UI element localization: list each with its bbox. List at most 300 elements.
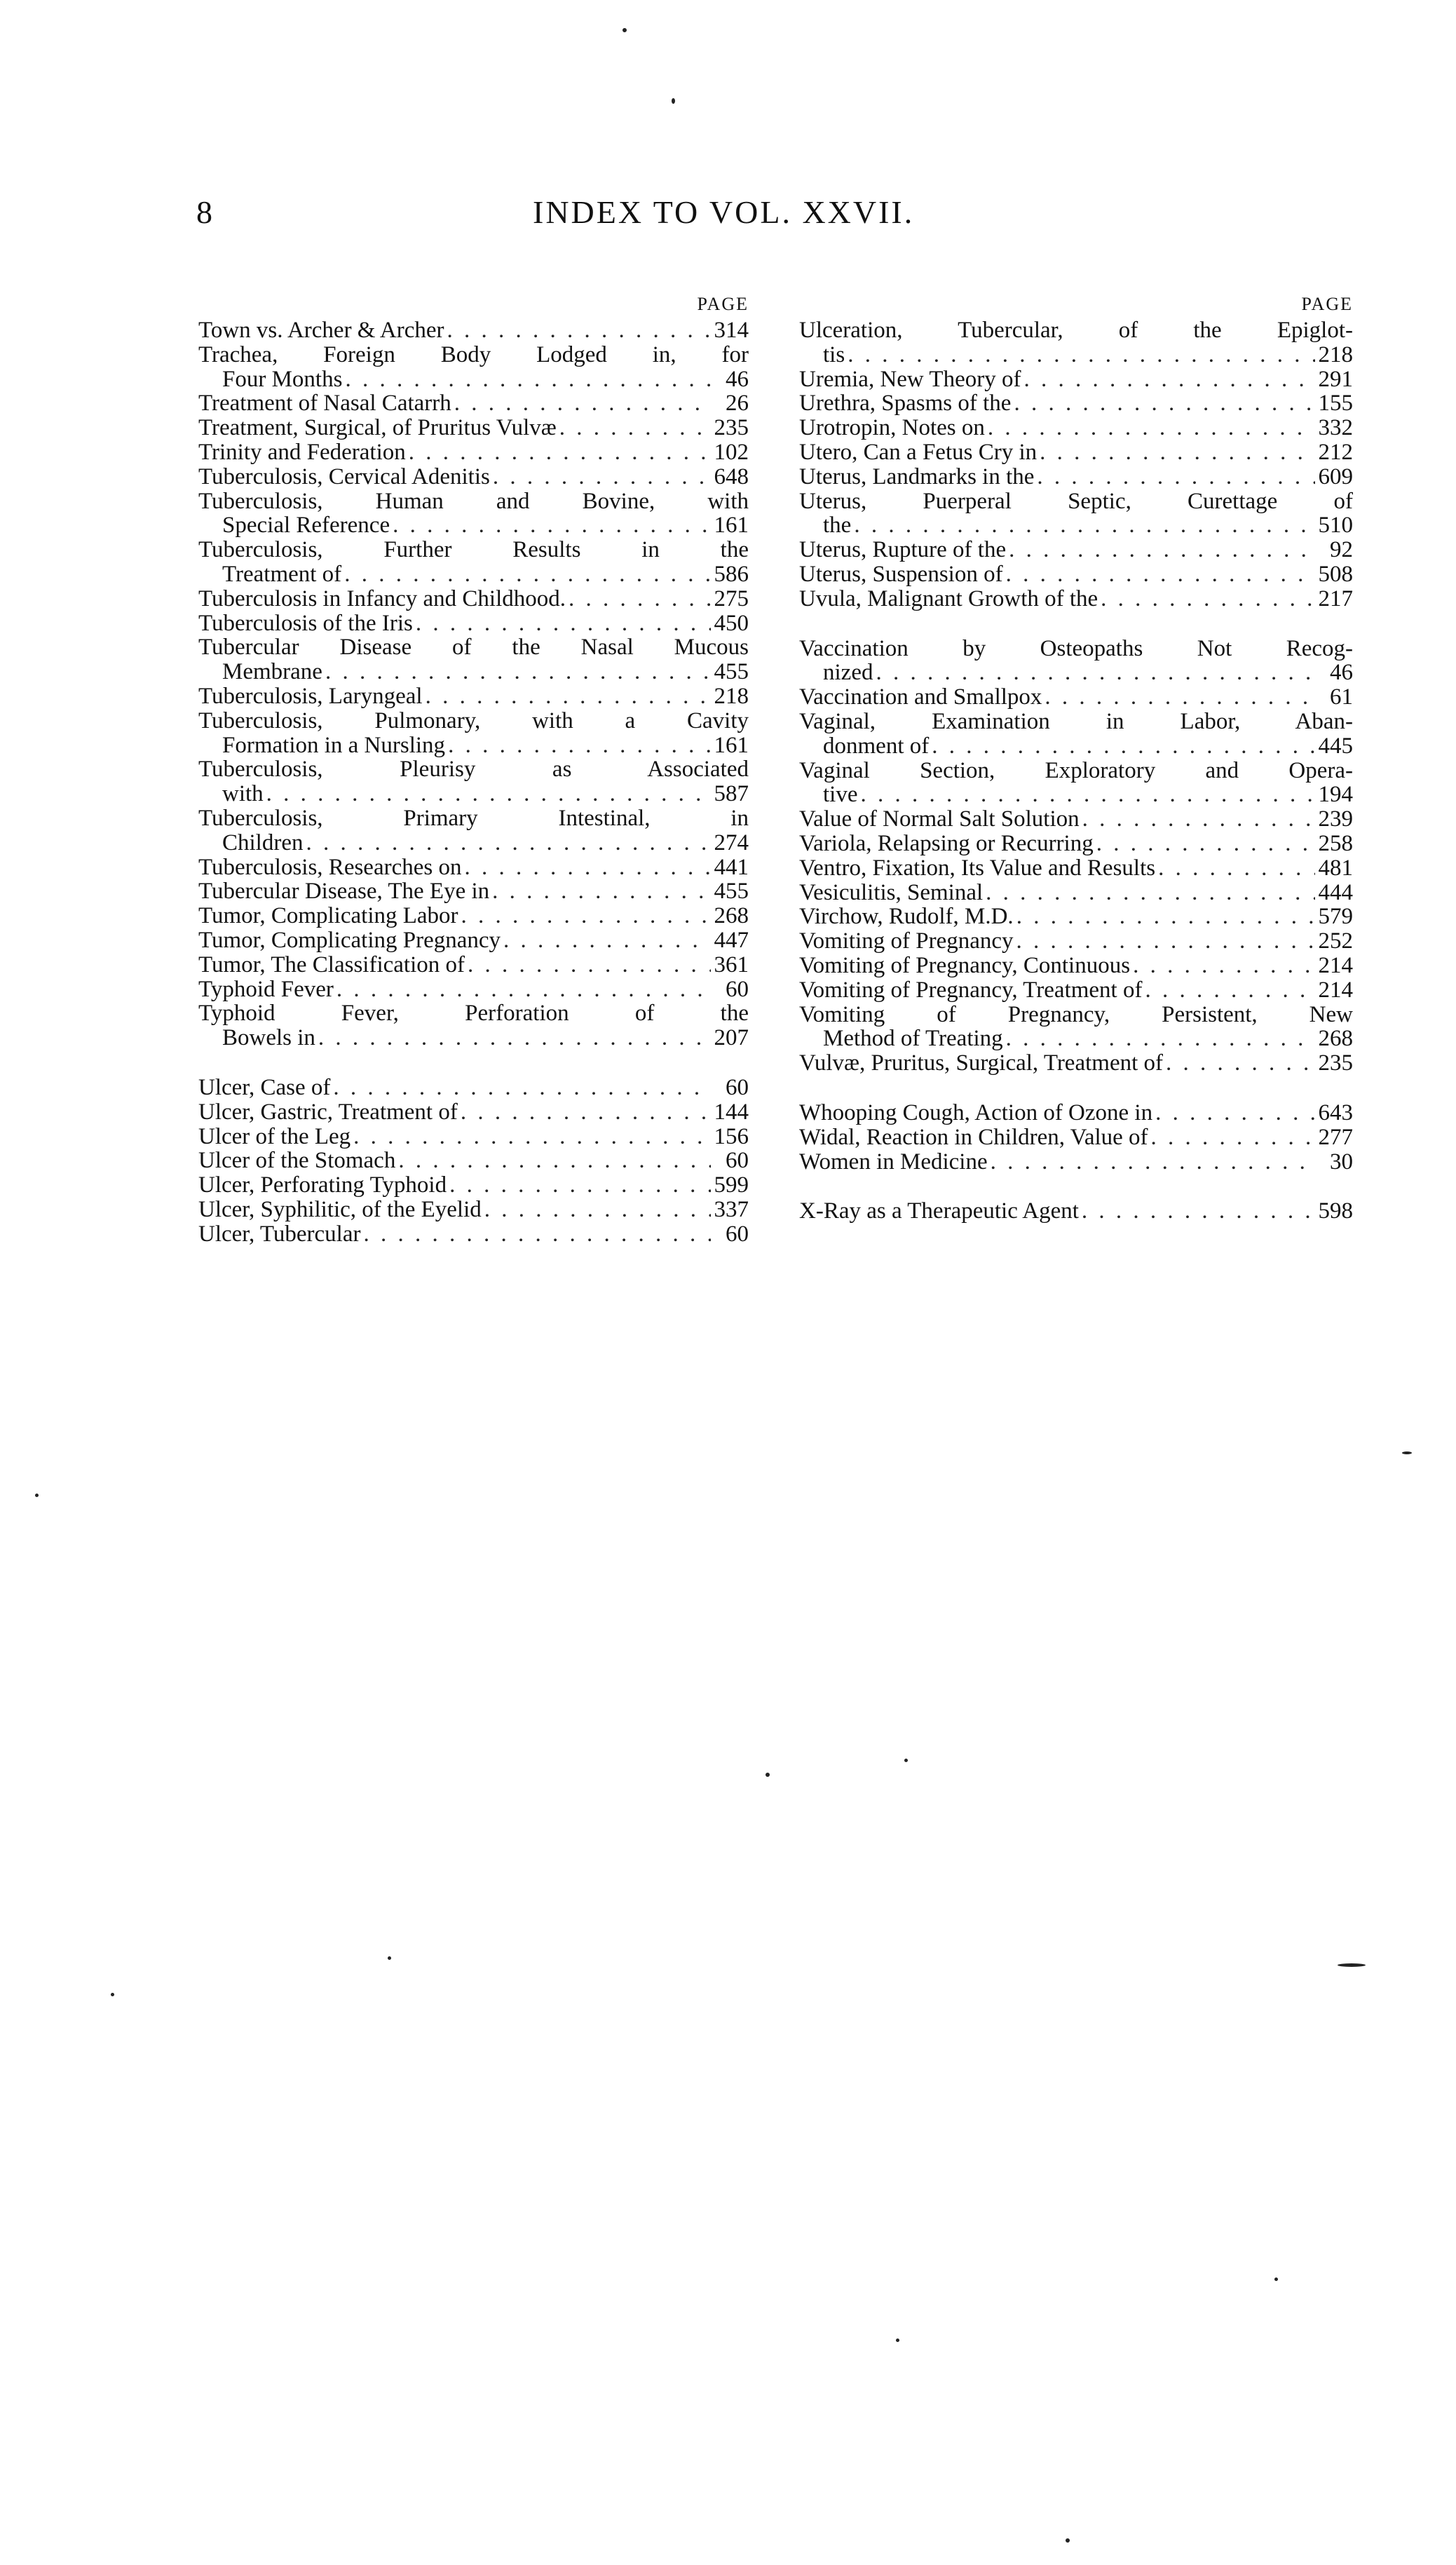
index-entry [198, 977, 749, 1002]
page-reference: 579 [1318, 904, 1353, 930]
index-entry [198, 1001, 749, 1050]
index-entry-line [799, 562, 1353, 587]
dot-leader [559, 416, 711, 440]
index-entry-text: Treatment, Surgical, of Pruritus Vulvæ [198, 415, 557, 441]
index-entry-line [198, 367, 749, 392]
index-entry-text: Utero, Can a Fetus Cry in [799, 439, 1037, 465]
index-entry [799, 587, 1353, 611]
index-entry-text: Tuberculosis, Researches on [198, 854, 462, 880]
index-entry [198, 904, 749, 928]
group-separator [799, 1076, 1353, 1101]
group-separator [198, 1050, 749, 1076]
index-entry [799, 929, 1353, 954]
page-reference: 599 [714, 1172, 749, 1198]
index-column-right [799, 293, 1353, 1224]
index-entry-line [198, 635, 749, 660]
index-entry-text: Vomiting of Pregnancy, Continuous [799, 952, 1131, 978]
index-entry-line [198, 1026, 749, 1050]
dot-leader [1006, 562, 1315, 587]
page-number: 8 [196, 194, 212, 230]
index-entry-text: Method of Treating [823, 1026, 1003, 1052]
index-entry-text: Formation in a Nursling [222, 732, 446, 758]
index-entry-text: Ulcer of the Stomach [198, 1148, 396, 1174]
index-entry-text: Uterus, Rupture of the [799, 537, 1007, 563]
index-entry [799, 489, 1353, 539]
dot-leader [503, 928, 711, 953]
index-entry-text: Tubercular Disease, The Eye in [198, 879, 490, 905]
index-entry-line [799, 318, 1353, 343]
page-reference: 60 [726, 1074, 749, 1100]
index-entry-text: Membrane [222, 659, 322, 685]
index-entry-text: Urotropin, Notes on [799, 415, 985, 441]
scan-speck [904, 1759, 908, 1762]
index-entry [198, 879, 749, 904]
dot-leader [986, 881, 1315, 905]
page-reference: 156 [714, 1123, 749, 1149]
index-entry-text: Tuberculosis, Cervical Adenitis [198, 463, 490, 489]
page-reference: 445 [1318, 733, 1353, 759]
page-reference: 643 [1318, 1099, 1353, 1125]
index-entry [799, 367, 1353, 392]
page-reference: 361 [714, 952, 749, 977]
page-title: INDEX TO VOL. XXVII. [533, 194, 915, 230]
index-entry-line [799, 759, 1353, 783]
index-entry-text: Uterus, Suspension of [799, 561, 1003, 587]
index-entry-text: Trinity and Federation [198, 439, 406, 465]
dot-leader [1101, 587, 1315, 611]
dot-leader [461, 904, 711, 928]
dot-leader [325, 660, 711, 684]
index-entry-line [799, 685, 1353, 710]
index-entry-line [198, 953, 749, 977]
page-reference: 212 [1318, 439, 1353, 465]
page-reference: 274 [714, 830, 749, 855]
dot-leader [1009, 538, 1315, 562]
index-entry [198, 1198, 749, 1222]
index-entry-line [198, 757, 749, 782]
page-reference: 586 [714, 561, 749, 587]
index-entry-text: Ulcer, Syphilitic, of the Eyelid [198, 1196, 482, 1222]
index-entry [198, 1076, 749, 1100]
dot-leader [447, 318, 711, 343]
dot-leader [991, 1150, 1315, 1175]
index-entry [198, 953, 749, 977]
index-entry [799, 832, 1353, 856]
dot-leader [1158, 856, 1315, 881]
page-reference: 60 [726, 976, 749, 1002]
index-entry-line [799, 367, 1353, 392]
index-entry-text: X-Ray as a Therapeutic Agent [799, 1198, 1079, 1224]
index-entry-text: Vomiting of Pregnancy, Treatment of [799, 977, 1143, 1003]
index-entry-line [198, 1173, 749, 1198]
scan-speck [1338, 1963, 1366, 1967]
index-entry-line [799, 856, 1353, 881]
index-entry-line [198, 1222, 749, 1247]
page-reference: 587 [714, 781, 749, 807]
page-reference: 161 [714, 732, 749, 758]
index-entry-text: Uremia, New Theory of [799, 366, 1021, 392]
index-entry-line [198, 855, 749, 880]
index-entry-text: Vaccination by Osteopaths Not Recog- [799, 635, 1353, 661]
index-entry [198, 684, 749, 709]
index-entry [799, 905, 1353, 929]
index-entry [799, 1051, 1353, 1076]
index-entry [799, 538, 1353, 562]
index-entry [198, 1100, 749, 1125]
dot-leader [1045, 685, 1315, 710]
page-reference: 609 [1318, 463, 1353, 489]
scan-speck [35, 1494, 39, 1497]
page-reference: 277 [1318, 1124, 1353, 1150]
page-reference: 61 [1330, 684, 1353, 710]
index-entry-line [198, 977, 749, 1002]
index-entry [198, 635, 749, 684]
index-entry-text: Vaginal, Examination in Labor, Aban- [799, 708, 1353, 734]
dot-leader [1037, 465, 1315, 489]
dot-leader [854, 513, 1315, 538]
scan-speck [766, 1773, 770, 1777]
index-entry [799, 759, 1353, 808]
index-entry-text: Four Months [222, 366, 343, 392]
index-entry-line [799, 343, 1353, 367]
dot-leader [266, 782, 711, 806]
index-entry-text: Trachea, Foreign Body Lodged in, for [198, 341, 749, 367]
index-entry [799, 416, 1353, 440]
index-entry-line [198, 684, 749, 709]
index-entry-text: Tuberculosis, Further Results in the [198, 537, 749, 563]
index-entry [799, 685, 1353, 710]
dot-leader [468, 953, 711, 977]
dot-leader [1016, 929, 1315, 954]
dot-leader [876, 661, 1315, 685]
index-entry [799, 1150, 1353, 1175]
dot-leader [454, 391, 711, 416]
dot-leader [353, 1125, 711, 1149]
index-entry [198, 855, 749, 880]
index-entry [198, 611, 749, 636]
index-entry-text: Uterus, Puerperal Septic, Curettage of [799, 488, 1353, 514]
dot-leader [492, 879, 711, 904]
index-entry-text: Tuberculosis, Laryngeal [198, 683, 423, 709]
index-entry-line [198, 1076, 749, 1100]
index-entry-text: the [823, 513, 852, 539]
index-entry-line [799, 1101, 1353, 1125]
dot-leader [1006, 1027, 1315, 1051]
dot-leader [344, 562, 711, 587]
dot-leader [363, 1222, 711, 1247]
index-entry-text: Vomiting of Pregnancy [799, 928, 1014, 954]
dot-leader [461, 1100, 711, 1125]
index-entry-line [799, 587, 1353, 611]
page-reference: 217 [1318, 586, 1353, 611]
page-reference: 450 [714, 610, 749, 636]
index-entry-text: Tuberculosis, Pleurisy as Associated [198, 757, 749, 783]
dot-leader [393, 513, 711, 538]
index-entry [198, 1173, 749, 1198]
index-entry [198, 757, 749, 806]
index-entry-line [799, 1003, 1353, 1027]
dot-leader [1145, 978, 1315, 1003]
dot-leader [1166, 1051, 1315, 1076]
index-entry-text: Tuberculosis, Primary Intestinal, in [198, 805, 749, 831]
dot-leader [569, 587, 711, 611]
index-entry [799, 318, 1353, 367]
page-reference: 218 [714, 683, 749, 709]
page-reference: 26 [726, 391, 749, 417]
index-entry-line [799, 710, 1353, 734]
index-entry-text: Ulcer, Tubercular [198, 1221, 361, 1247]
index-entry-line [198, 1149, 749, 1173]
page-reference: 155 [1318, 391, 1353, 417]
dot-leader [493, 465, 711, 489]
index-entry-line [198, 562, 749, 587]
index-entry-line [799, 637, 1353, 661]
dot-leader [409, 440, 711, 465]
index-entry-line [198, 489, 749, 514]
index-entry-text: Vulvæ, Pruritus, Surgical, Treatment of [799, 1050, 1163, 1076]
index-entry-text: Tuberculosis of the Iris [198, 610, 413, 636]
page-reference: 275 [714, 586, 749, 611]
index-entry-line [799, 1199, 1353, 1224]
index-entry-line [799, 954, 1353, 978]
index-entry-text: Women in Medicine [799, 1149, 988, 1175]
index-entry-text: Uterus, Landmarks in the [799, 463, 1035, 489]
dot-leader [1016, 905, 1315, 929]
dot-leader [306, 831, 711, 855]
dot-leader [1082, 1199, 1315, 1224]
index-entry-text: nized [823, 660, 873, 686]
dot-leader [1151, 1125, 1315, 1150]
page-reference: 92 [1330, 537, 1353, 563]
index-entry-text: Typhoid Fever, Perforation of the [198, 1001, 749, 1027]
index-entry [198, 489, 749, 539]
index-entry [799, 856, 1353, 881]
scan-speck [1402, 1451, 1412, 1454]
index-entry-line [198, 1198, 749, 1222]
index-entry [799, 978, 1353, 1003]
dot-leader [318, 1026, 711, 1050]
index-entry-text: Treatment of [222, 561, 342, 587]
index-entry-text: tive [823, 782, 858, 808]
index-entry [198, 1125, 749, 1149]
dot-leader [1014, 391, 1315, 416]
index-entry [198, 465, 749, 489]
index-entry-text: Variola, Relapsing or Recurring [799, 830, 1094, 856]
index-entry-line [799, 391, 1353, 416]
index-entry-text: Ulceration, Tubercular, of the Epiglot- [799, 318, 1353, 343]
index-entry [198, 806, 749, 855]
index-entry-text: Virchow, Rudolf, M.D. [799, 904, 1014, 930]
index-entry [198, 709, 749, 758]
index-entry-text: Urethra, Spasms of the [799, 391, 1012, 417]
scan-speck [896, 2339, 899, 2342]
page-reference: 214 [1318, 952, 1353, 978]
index-entry-text: Vaginal Section, Exploratory and Opera- [799, 757, 1353, 783]
index-entry-line [198, 733, 749, 758]
index-entry-line [198, 904, 749, 928]
index-entry-text: Tuberculosis, Human and Bovine, with [198, 488, 749, 514]
index-entry [198, 343, 749, 392]
index-entry [799, 440, 1353, 465]
dot-leader [464, 855, 711, 880]
index-entry [799, 1125, 1353, 1150]
dot-leader [1155, 1101, 1315, 1125]
index-entry-line [198, 879, 749, 904]
index-entry-text: Tubercular Disease of the Nasal Mucous [198, 635, 749, 661]
index-entry-line [799, 929, 1353, 954]
page-reference: 214 [1318, 977, 1353, 1003]
index-entry-line [799, 465, 1353, 489]
dot-leader [416, 611, 711, 636]
index-entry-line [799, 1125, 1353, 1150]
dot-leader [333, 1076, 711, 1100]
index-entry-line [799, 416, 1353, 440]
index-entry-line [198, 513, 749, 538]
page-reference: 481 [1318, 855, 1353, 881]
index-entry-line [198, 782, 749, 806]
index-entry [198, 538, 749, 587]
page-reference: 291 [1318, 366, 1353, 392]
page-reference: 268 [714, 903, 749, 929]
index-entry-text: Whooping Cough, Action of Ozone in [799, 1099, 1153, 1125]
group-separator [799, 611, 1353, 637]
index-entry-text: tis [823, 341, 845, 367]
index-entry-line [799, 832, 1353, 856]
index-entry-line [198, 391, 749, 416]
index-entry [799, 807, 1353, 832]
page-reference: 648 [714, 463, 749, 489]
index-entry-line [799, 1027, 1353, 1051]
page-reference: 46 [726, 366, 749, 392]
index-entry-text: Tuberculosis, Pulmonary, with a Cavity [198, 708, 749, 733]
page-reference: 60 [726, 1221, 749, 1247]
index-entry-text: Vesiculitis, Seminal [799, 879, 984, 905]
index-entry-line [198, 660, 749, 684]
page-reference: 235 [1318, 1050, 1353, 1076]
index-entry-line [799, 978, 1353, 1003]
group-separator [799, 1174, 1353, 1199]
dot-leader [860, 783, 1315, 807]
dot-leader [1096, 832, 1315, 856]
page-reference: 161 [714, 513, 749, 539]
index-entry-line [799, 440, 1353, 465]
dot-leader [448, 733, 711, 758]
index-entry-text: Tuberculosis in Infancy and Childhood. [198, 586, 566, 611]
index-entry-text: Vomiting of Pregnancy, Persistent, New [799, 1001, 1353, 1027]
index-entry-line [198, 1125, 749, 1149]
index-entry-line [799, 783, 1353, 807]
index-entry-line [198, 1100, 749, 1125]
dot-leader [426, 684, 711, 709]
index-entry-text: Treatment of Nasal Catarrh [198, 391, 451, 417]
index-entry-line [799, 538, 1353, 562]
index-entry-line [198, 416, 749, 440]
index-entry-text: Ulcer, Gastric, Treatment of [198, 1099, 458, 1125]
index-entry-line [198, 806, 749, 831]
index-entry-text: Town vs. Archer & Archer [198, 318, 444, 343]
page-reference: 508 [1318, 561, 1353, 587]
scan-speck [622, 28, 627, 32]
index-entry-line [198, 709, 749, 733]
page-reference: 60 [726, 1148, 749, 1174]
index-entry-line [799, 489, 1353, 514]
page-reference: 441 [714, 854, 749, 880]
index-entry-text: Uvula, Malignant Growth of the [799, 586, 1098, 611]
page-reference: 218 [1318, 341, 1353, 367]
index-entry-line [799, 881, 1353, 905]
page-reference: 337 [714, 1196, 749, 1222]
index-entry-line [198, 1001, 749, 1026]
page-reference: 444 [1318, 879, 1353, 905]
page-column-label: PAGE [1301, 294, 1353, 314]
index-entry-line [799, 513, 1353, 538]
page-reference: 239 [1318, 806, 1353, 832]
index-entry [799, 391, 1353, 416]
dot-leader [1082, 807, 1315, 832]
page-reference: 268 [1318, 1026, 1353, 1052]
index-entry-line [198, 440, 749, 465]
page-reference: 102 [714, 439, 749, 465]
dot-leader [1133, 954, 1315, 978]
index-entry-line [198, 587, 749, 611]
page-reference: 314 [714, 318, 749, 343]
index-entry-text: Ulcer, Perforating Typhoid [198, 1172, 447, 1198]
index-entry [799, 637, 1353, 686]
dot-leader [336, 977, 711, 1002]
index-entry-line [799, 734, 1353, 759]
page-reference: 455 [714, 659, 749, 685]
page-column-label: PAGE [697, 294, 749, 314]
index-entry-text: Ulcer of the Leg [198, 1123, 351, 1149]
index-entry-line [198, 465, 749, 489]
dot-leader [1023, 367, 1315, 392]
index-entry-line [799, 1150, 1353, 1175]
index-entry-text: Value of Normal Salt Solution [799, 806, 1080, 832]
index-entry-text: Ventro, Fixation, Its Value and Results [799, 855, 1156, 881]
index-entry-text: Special Reference [222, 513, 390, 539]
scan-speck [672, 98, 675, 104]
dot-leader [932, 734, 1315, 759]
dot-leader [345, 367, 711, 392]
index-entry-text: Typhoid Fever [198, 976, 334, 1002]
index-entry-line [198, 928, 749, 953]
dot-leader [449, 1173, 711, 1198]
index-entry [198, 391, 749, 416]
page-reference: 447 [714, 927, 749, 953]
index-entry [799, 465, 1353, 489]
index-entry [799, 881, 1353, 905]
index-entry [198, 1149, 749, 1173]
index-entry-line [198, 343, 749, 367]
index-entry [799, 562, 1353, 587]
index-entry-text: Children [222, 830, 304, 855]
scan-speck [1066, 2538, 1070, 2543]
index-entry [198, 1222, 749, 1247]
index-entry-line [799, 1051, 1353, 1076]
index-entry-text: Tumor, Complicating Labor [198, 903, 458, 929]
page-reference: 598 [1318, 1198, 1353, 1224]
index-entry [198, 928, 749, 953]
page-reference: 235 [714, 415, 749, 441]
index-entry [799, 954, 1353, 978]
index-entry-line [198, 538, 749, 562]
page-reference: 332 [1318, 415, 1353, 441]
scan-speck [388, 1956, 391, 1960]
index-entry-text: Tumor, Complicating Pregnancy [198, 927, 501, 953]
index-entry-line [799, 905, 1353, 929]
index-entry-text: donment of [823, 733, 930, 759]
index-entry-line [198, 318, 749, 343]
